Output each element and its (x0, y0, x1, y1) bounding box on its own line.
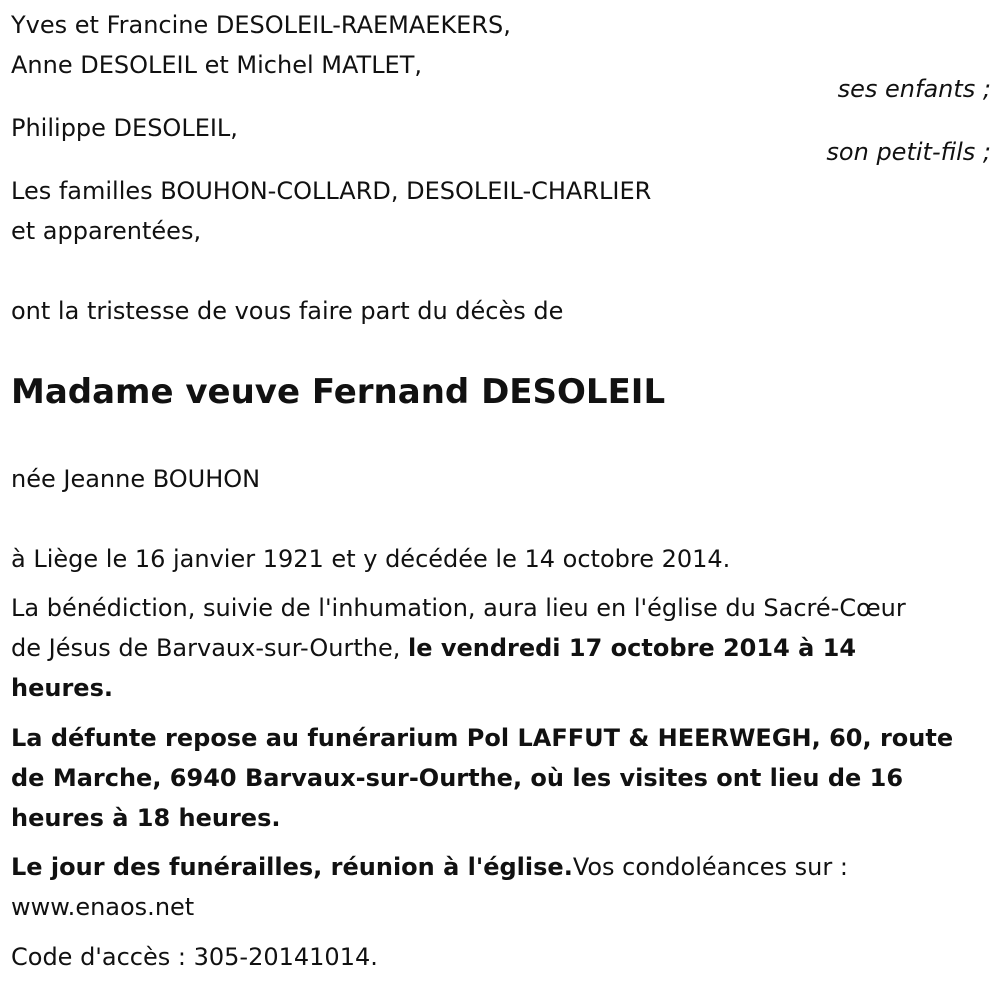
dates-line: à Liège le 16 janvier 1921 et y décédée le 14 octobre 2014. (11, 545, 731, 573)
gathering-bold-text: Le jour des funérailles, réunion à l'église. (11, 853, 573, 881)
grandson-label: son petit-fils ; (826, 138, 991, 166)
children-label: ses enfants ; (837, 75, 991, 103)
announcement-line: ont la tristesse de vous faire part du décès de (11, 297, 564, 325)
website-link[interactable]: www.enaos.net (11, 893, 195, 921)
funerarium-line-1: La défunte repose au funérarium Pol LAFFUT & HEERWEGH, 60, route (11, 724, 954, 752)
ceremony-location-text: de Jésus de Barvaux-sur-Ourthe, (11, 634, 408, 662)
grandson-line: Philippe DESOLEIL, (11, 114, 238, 142)
families-line-1: Les familles BOUHON-COLLARD, DESOLEIL-CHARLIER (11, 177, 652, 205)
ceremony-line-2 (11, 628, 856, 668)
access-code-line: Code d'accès : 305-20141014. (11, 943, 378, 971)
birth-name-line: née Jeanne BOUHON (11, 465, 261, 493)
obituary-notice (11, 0, 991, 988)
children-line-1: Yves et Francine DESOLEIL-RAEMAEKERS, (11, 11, 511, 39)
funerarium-line-3: heures à 18 heures. (11, 804, 281, 832)
gathering-line (11, 847, 848, 887)
families-line-2: et apparentées, (11, 217, 202, 245)
deceased-name: Madame veuve Fernand DESOLEIL (11, 372, 666, 412)
ceremony-date-text: le vendredi 17 octobre 2014 à 14 (407, 634, 857, 662)
condolences-text: Vos condoléances sur : (572, 853, 848, 881)
children-line-2: Anne DESOLEIL et Michel MATLET, (11, 51, 423, 79)
funerarium-line-2: de Marche, 6940 Barvaux-sur-Ourthe, où les visites ont lieu de 16 (11, 764, 904, 792)
ceremony-line-1: La bénédiction, suivie de l'inhumation, aura lieu en l'église du Sacré-Cœur (11, 594, 906, 622)
ceremony-line-3: heures. (11, 674, 113, 702)
